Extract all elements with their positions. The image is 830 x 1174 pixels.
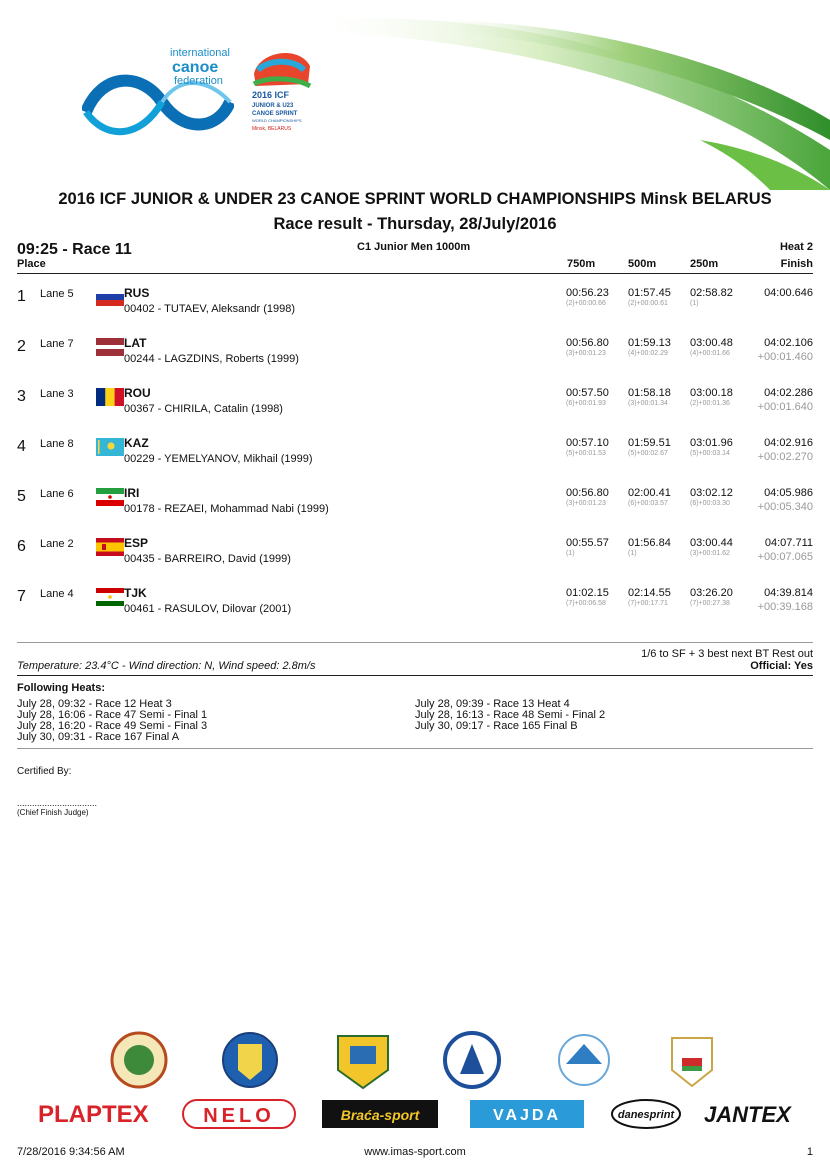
split-500m-gap: (3)+00:01.34 <box>628 400 668 407</box>
split-750m: 00:55.57 <box>566 537 609 549</box>
place: 3 <box>17 388 26 405</box>
athlete-name: 00178 - REZAEI, Mohammad Nabi (1999) <box>124 503 329 515</box>
split-250m-gap: (4)+00:01.66 <box>690 350 730 357</box>
following-divider <box>17 748 813 749</box>
lane: Lane 2 <box>40 538 74 550</box>
svg-text:CANOE SPRINT: CANOE SPRINT <box>252 111 298 117</box>
country-code: ESP <box>124 536 149 550</box>
country-code: KAZ <box>124 436 149 450</box>
split-750m-gap: (3)+00:01.23 <box>566 500 606 507</box>
country-code: RUS <box>124 286 150 300</box>
finish-time: 04:02.106 <box>764 337 813 349</box>
finish-gap: +00:05.340 <box>757 501 813 513</box>
event-title: 2016 ICF JUNIOR & UNDER 23 CANOE SPRINT WORLD CHAMPIONSHIPS Minsk BELARUS <box>58 190 772 208</box>
emblem-3-icon <box>338 1036 388 1088</box>
split-250m-gap: (6)+00:03.30 <box>690 500 730 507</box>
svg-text:federation: federation <box>174 75 223 87</box>
lane: Lane 7 <box>40 338 74 350</box>
emblem-1-icon <box>112 1033 166 1087</box>
country-code: LAT <box>124 336 147 350</box>
result-row <box>0 436 830 486</box>
following-heat-item: July 28, 16:13 - Race 48 Semi - Final 2 <box>415 709 606 721</box>
page-number: 1 <box>806 1146 813 1158</box>
split-250m-gap: (2)+00:01.36 <box>690 400 730 407</box>
athlete-name: 00402 - TUTAEV, Aleksandr (1998) <box>124 303 296 315</box>
esp-flag-icon <box>96 538 124 556</box>
split-500m: 02:00.41 <box>628 487 671 499</box>
split-250m-gap: (7)+00:27.38 <box>690 600 730 607</box>
svg-text:PLAPTEX: PLAPTEX <box>38 1101 149 1128</box>
place: 5 <box>17 488 26 505</box>
website-link[interactable]: www.imas-sport.com <box>364 1146 466 1158</box>
emblem-2-icon <box>223 1033 277 1087</box>
emblem-5-icon <box>559 1035 609 1085</box>
split-250m: 03:00.18 <box>690 387 733 399</box>
split-250m: 03:00.48 <box>690 337 733 349</box>
split-500m: 01:59.51 <box>628 437 671 449</box>
result-row <box>0 586 830 636</box>
emblem-6-icon <box>672 1038 712 1086</box>
split-500m-gap: (5)+00:02.67 <box>628 450 668 457</box>
split-250m: 02:58.82 <box>690 287 733 299</box>
split-250m-gap: (1) <box>690 300 699 307</box>
result-row <box>0 336 830 386</box>
qualification-rule: 1/6 to SF + 3 best next BT Rest out <box>641 648 813 660</box>
split-250m-gap: (5)+00:03.14 <box>690 450 730 457</box>
lane: Lane 3 <box>40 388 74 400</box>
following-heat-item: July 28, 16:06 - Race 47 Semi - Final 1 <box>17 709 208 721</box>
finish-time: 04:02.916 <box>764 437 813 449</box>
split-750m: 00:56.23 <box>566 287 609 299</box>
split-500m-gap: (4)+00:02.29 <box>628 350 668 357</box>
split-750m-gap: (5)+00:01.53 <box>566 450 606 457</box>
split-500m: 01:58.18 <box>628 387 671 399</box>
split-500m-gap: (1) <box>628 550 637 557</box>
athlete-name: 00367 - CHIRILA, Catalin (1998) <box>124 403 283 415</box>
jantex-logo <box>704 1102 792 1127</box>
following-heat-item: July 30, 09:31 - Race 167 Final A <box>17 731 180 743</box>
split-500m-gap: (2)+00:00.61 <box>628 300 668 307</box>
split-250m-gap: (3)+00:01.62 <box>690 550 730 557</box>
athlete-name: 00435 - BARREIRO, David (1999) <box>124 553 291 565</box>
danesprint-logo <box>612 1100 680 1128</box>
split-750m: 01:02.15 <box>566 587 609 599</box>
column-header-250m: 250m <box>690 258 719 270</box>
tjk-flag-icon <box>96 588 124 606</box>
svg-text:JANTEX: JANTEX <box>704 1102 791 1127</box>
braca-sport-logo <box>322 1100 438 1128</box>
event-logo <box>248 44 316 134</box>
split-750m: 00:56.80 <box>566 487 609 499</box>
split-500m: 02:14.55 <box>628 587 671 599</box>
finish-time: 04:07.711 <box>764 537 813 549</box>
svg-text:NELO: NELO <box>203 1105 275 1127</box>
heat-label: Heat 2 <box>779 241 813 253</box>
country-code: IRI <box>124 486 140 500</box>
split-750m-gap: (1) <box>566 550 575 557</box>
following-heat-item: July 30, 09:17 - Race 165 Final B <box>415 720 578 732</box>
header-divider <box>17 273 813 274</box>
split-750m: 00:57.10 <box>566 437 609 449</box>
sponsor-logos <box>0 1030 830 1134</box>
signature-line: ................................ <box>17 798 98 808</box>
emblem-4-icon <box>445 1033 499 1087</box>
lat-flag-icon <box>96 338 124 356</box>
result-row <box>0 386 830 436</box>
race-time: 09:25 - Race 11 <box>17 241 132 258</box>
following-heat-item: July 28, 16:20 - Race 49 Semi - Final 3 <box>17 720 208 732</box>
svg-text:international: international <box>170 47 230 59</box>
split-500m: 01:59.13 <box>628 337 671 349</box>
svg-text:2016 ICF: 2016 ICF <box>252 90 290 100</box>
finish-gap: +00:02.270 <box>757 451 813 463</box>
place: 1 <box>17 288 26 305</box>
weather-info: Temperature: 23.4°C - Wind direction: N, Wind speed: 2.8m/s <box>17 660 316 672</box>
icf-logo <box>82 42 234 152</box>
athlete-name: 00244 - LAGZDINS, Roberts (1999) <box>124 353 299 365</box>
svg-text:WORLD CHAMPIONSHIPS: WORLD CHAMPIONSHIPS <box>252 118 302 123</box>
iri-flag-icon <box>96 488 124 506</box>
result-row <box>0 536 830 586</box>
split-750m: 00:56.80 <box>566 337 609 349</box>
svg-text:VAJDA: VAJDA <box>492 1107 562 1124</box>
split-750m-gap: (3)+00:01.23 <box>566 350 606 357</box>
rus-flag-icon <box>96 288 124 306</box>
plaptex-logo <box>38 1101 149 1128</box>
chief-finish-judge-label: (Chief Finish Judge) <box>17 808 89 817</box>
following-heats-title: Following Heats: <box>17 682 105 694</box>
nelo-logo <box>183 1100 295 1128</box>
result-row <box>0 286 830 336</box>
print-timestamp: 7/28/2016 9:34:56 AM <box>17 1146 125 1158</box>
rou-flag-icon <box>96 388 124 406</box>
lane: Lane 6 <box>40 488 74 500</box>
split-500m: 01:56.84 <box>628 537 671 549</box>
split-500m-gap: (6)+00:03.57 <box>628 500 668 507</box>
header-swoosh-graphic <box>300 0 830 190</box>
athlete-name: 00461 - RASULOV, Dilovar (2001) <box>124 603 292 615</box>
race-result-date: Race result - Thursday, 28/July/2016 <box>273 215 557 233</box>
svg-text:JUNIOR & U23: JUNIOR & U23 <box>252 103 294 109</box>
place: 2 <box>17 338 26 355</box>
finish-time: 04:02.286 <box>764 387 813 399</box>
country-code: TJK <box>124 586 147 600</box>
vajda-logo <box>470 1100 584 1128</box>
split-750m-gap: (2)+00:00.66 <box>566 300 606 307</box>
column-header-750m: 750m <box>567 258 596 270</box>
finish-time: 04:05.986 <box>764 487 813 499</box>
kaz-flag-icon <box>96 438 124 456</box>
official-status: Official: Yes <box>750 660 813 672</box>
following-heats-right <box>415 699 605 732</box>
finish-time: 04:39.814 <box>764 587 813 599</box>
column-header-finish: Finish <box>780 258 813 270</box>
split-750m: 00:57.50 <box>566 387 609 399</box>
race-class: C1 Junior Men 1000m <box>357 241 471 253</box>
split-250m: 03:26.20 <box>690 587 733 599</box>
following-heat-item: July 28, 09:32 - Race 12 Heat 3 <box>17 698 172 710</box>
following-heats-left <box>17 699 207 743</box>
lane: Lane 8 <box>40 438 74 450</box>
split-250m: 03:00.44 <box>690 537 733 549</box>
result-row <box>0 486 830 536</box>
finish-time: 04:00.646 <box>764 287 813 299</box>
lane: Lane 4 <box>40 588 74 600</box>
summary-divider <box>17 675 813 676</box>
header-band <box>0 0 830 190</box>
place: 6 <box>17 538 26 555</box>
column-header-place: Place <box>17 258 46 270</box>
split-250m: 03:02.12 <box>690 487 733 499</box>
svg-text:Minsk, BELARUS: Minsk, BELARUS <box>252 126 292 132</box>
column-header-500m: 500m <box>628 258 657 270</box>
certified-by-label: Certified By: <box>17 766 72 777</box>
results-divider <box>17 642 813 643</box>
finish-gap: +00:39.168 <box>757 601 813 613</box>
finish-gap: +00:01.640 <box>757 401 813 413</box>
split-250m: 03:01.96 <box>690 437 733 449</box>
place: 7 <box>17 588 26 605</box>
athlete-name: 00229 - YEMELYANOV, Mikhail (1999) <box>124 453 313 465</box>
lane: Lane 5 <box>40 288 74 300</box>
svg-text:canoe: canoe <box>172 59 219 76</box>
place: 4 <box>17 438 26 455</box>
svg-text:danesprint: danesprint <box>617 1109 675 1121</box>
finish-gap: +00:07.065 <box>757 551 813 563</box>
country-code: ROU <box>124 386 151 400</box>
split-500m: 01:57.45 <box>628 287 671 299</box>
svg-text:Braća-sport: Braća-sport <box>340 1107 420 1123</box>
split-750m-gap: (6)+00:01.93 <box>566 400 606 407</box>
split-750m-gap: (7)+00:06.58 <box>566 600 606 607</box>
finish-gap: +00:01.460 <box>757 351 813 363</box>
following-heat-item: July 28, 09:39 - Race 13 Heat 4 <box>415 698 570 710</box>
split-500m-gap: (7)+00:17.71 <box>628 600 668 607</box>
